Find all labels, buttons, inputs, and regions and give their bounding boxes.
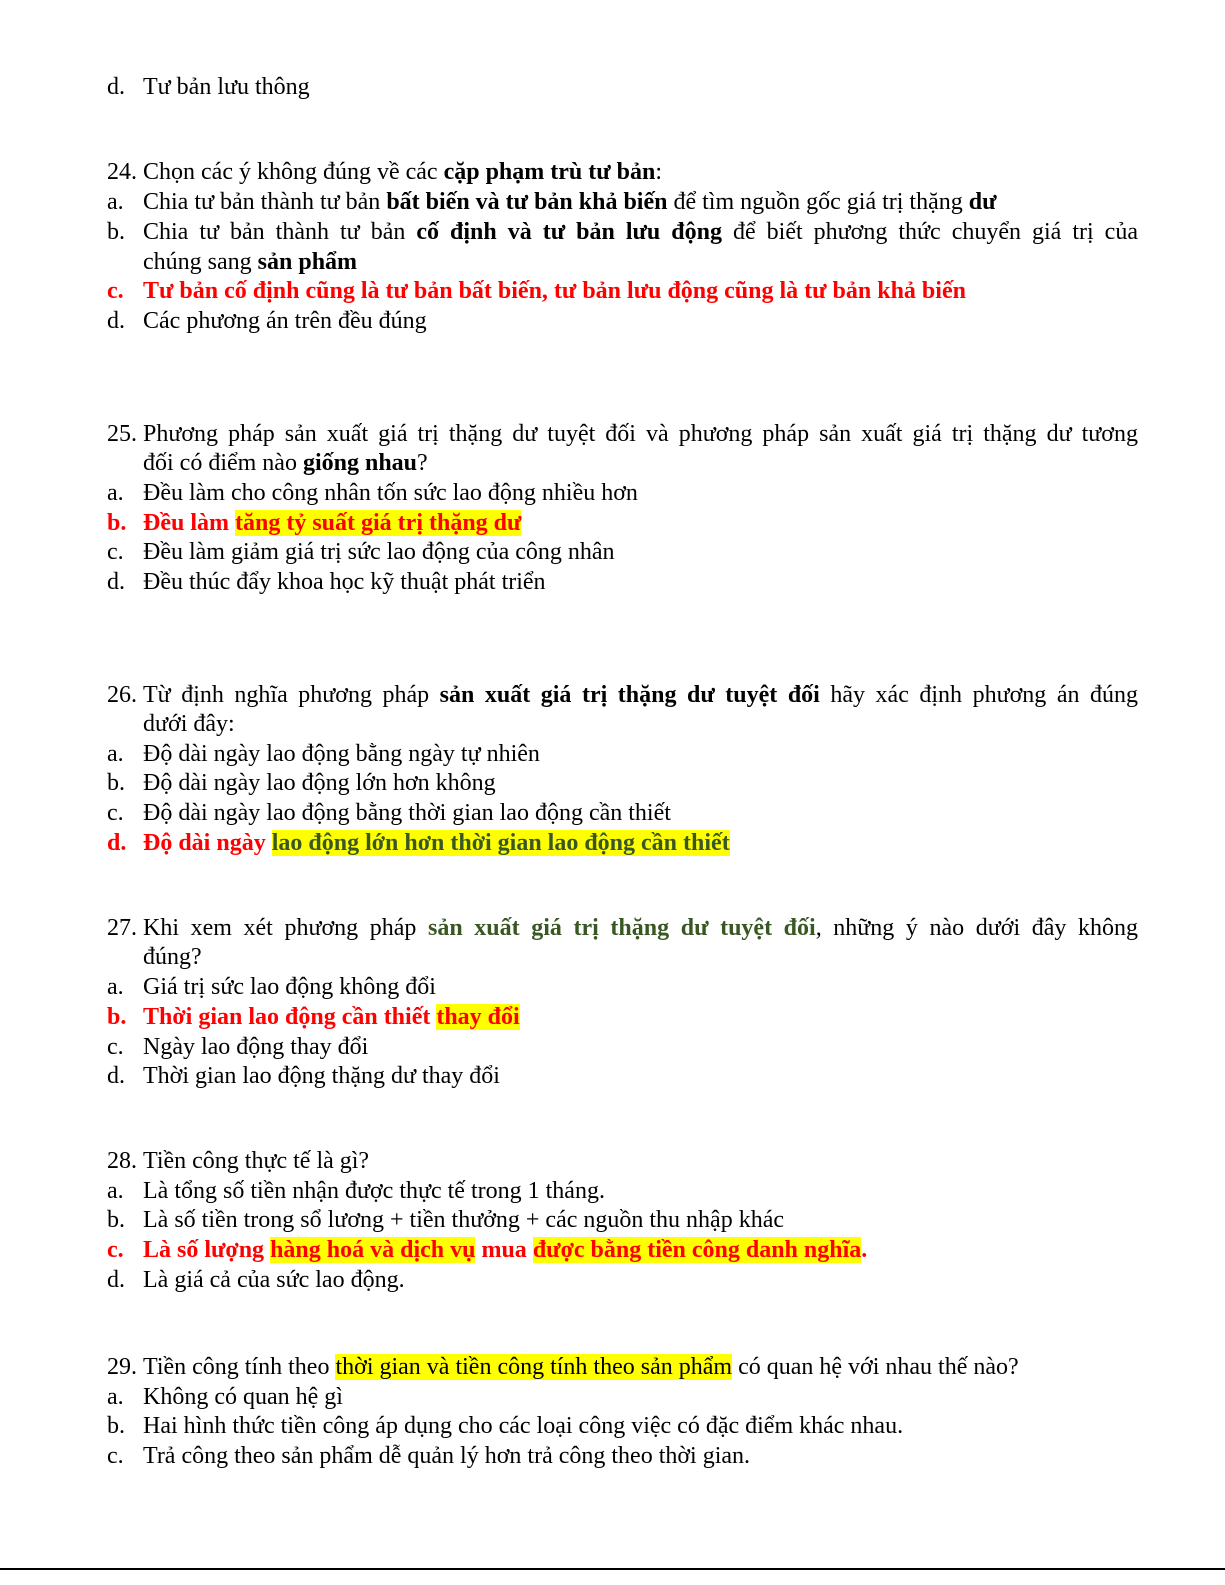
highlight: lao động lớn hơn thời gian lao động cần thiết (271, 830, 730, 856)
highlight: được bằng tiền công danh nghĩa (532, 1237, 862, 1263)
highlight: thay đổi (436, 1004, 520, 1030)
document-page: d. Tư bản lưu thông 24. Chọn các ý không đúng về các cặp phạm trù tư bản: a. Chia tư bản thành tư bản bất biến và tư bản khả biến để tìm nguồn gốc giá trị thặng dư b. Chia tư bản thành tư bản cố định và tư bản lưu động để biết phương thức chuyển giá trị của chúng sang sản phẩm c. Tư bản cố định cũng là tư bản bất biến, tư bản lưu động cũng là tư bản khả biến d. Các phương án trên đều đúng 25. Phương pháp sản xuất giá trị thặng dư tuyệt đối và phương pháp sản xuất giá trị thặng dư tương đối có điểm nào giống nhau? a. Đều làm cho công nhân tốn sức lao động nhiều hơn b. Đều làm tăng tỷ suất giá trị thặng dư c. Đều làm giảm giá trị sức lao động của công nhân d. Đều thúc đẩy khoa học kỹ thuật phát triển 26. Từ định nghĩa phương pháp sản xuất giá trị thặng dư tuyệt đối hãy xác định phương án đúng dưới đây: a. Độ dài ngày lao động bằng ngày tự nhiên b. Độ dài ngày lao động lớn hơn không c. Độ dài ngày lao động bằng thời gian lao động cần thiết d. Độ dài ngày lao động lớn hơn thời gian lao động cần thiết 27. Khi xem xét phương pháp sản xuất giá trị thặng dư tuyệt đối, những ý nào dưới đây không đúng? a. Giá trị sức lao động không đổi b. Thời gian lao động cần thiết thay đổi c. Ngày lao động thay đổi d. Thời gian lao động thặng dư thay đổi 28. Tiền công thực tế là gì? a. Là tổng số tiền nhận được thực tế trong 1 tháng. b. Là số tiền trong sổ lương + tiền thưởng + các nguồn thu nhập khác c. Là số lượng hàng hoá và dịch vụ mua được bằng tiền công danh nghĩa. d. Là giá cả của sức lao động. 29. Tiền công tính theo thời gian và tiền công tính theo sản phẩm có quan hệ với nhau thế nào? a. Không có quan hệ gì b. Hai hình thức tiền công áp dụng cho các loại công việc có đặc điểm khác nhau. c. Trả công theo sản phẩm dễ quản lý hơn trả công theo thời gian. (0, 0, 1225, 1585)
highlight: hàng hoá và dịch vụ (270, 1237, 476, 1263)
highlight: tăng tỷ suất giá trị thặng dư (235, 510, 522, 536)
highlight: thời gian và tiền công tính theo sản phẩm (335, 1354, 733, 1380)
page-bottom-rule (0, 1568, 1225, 1570)
